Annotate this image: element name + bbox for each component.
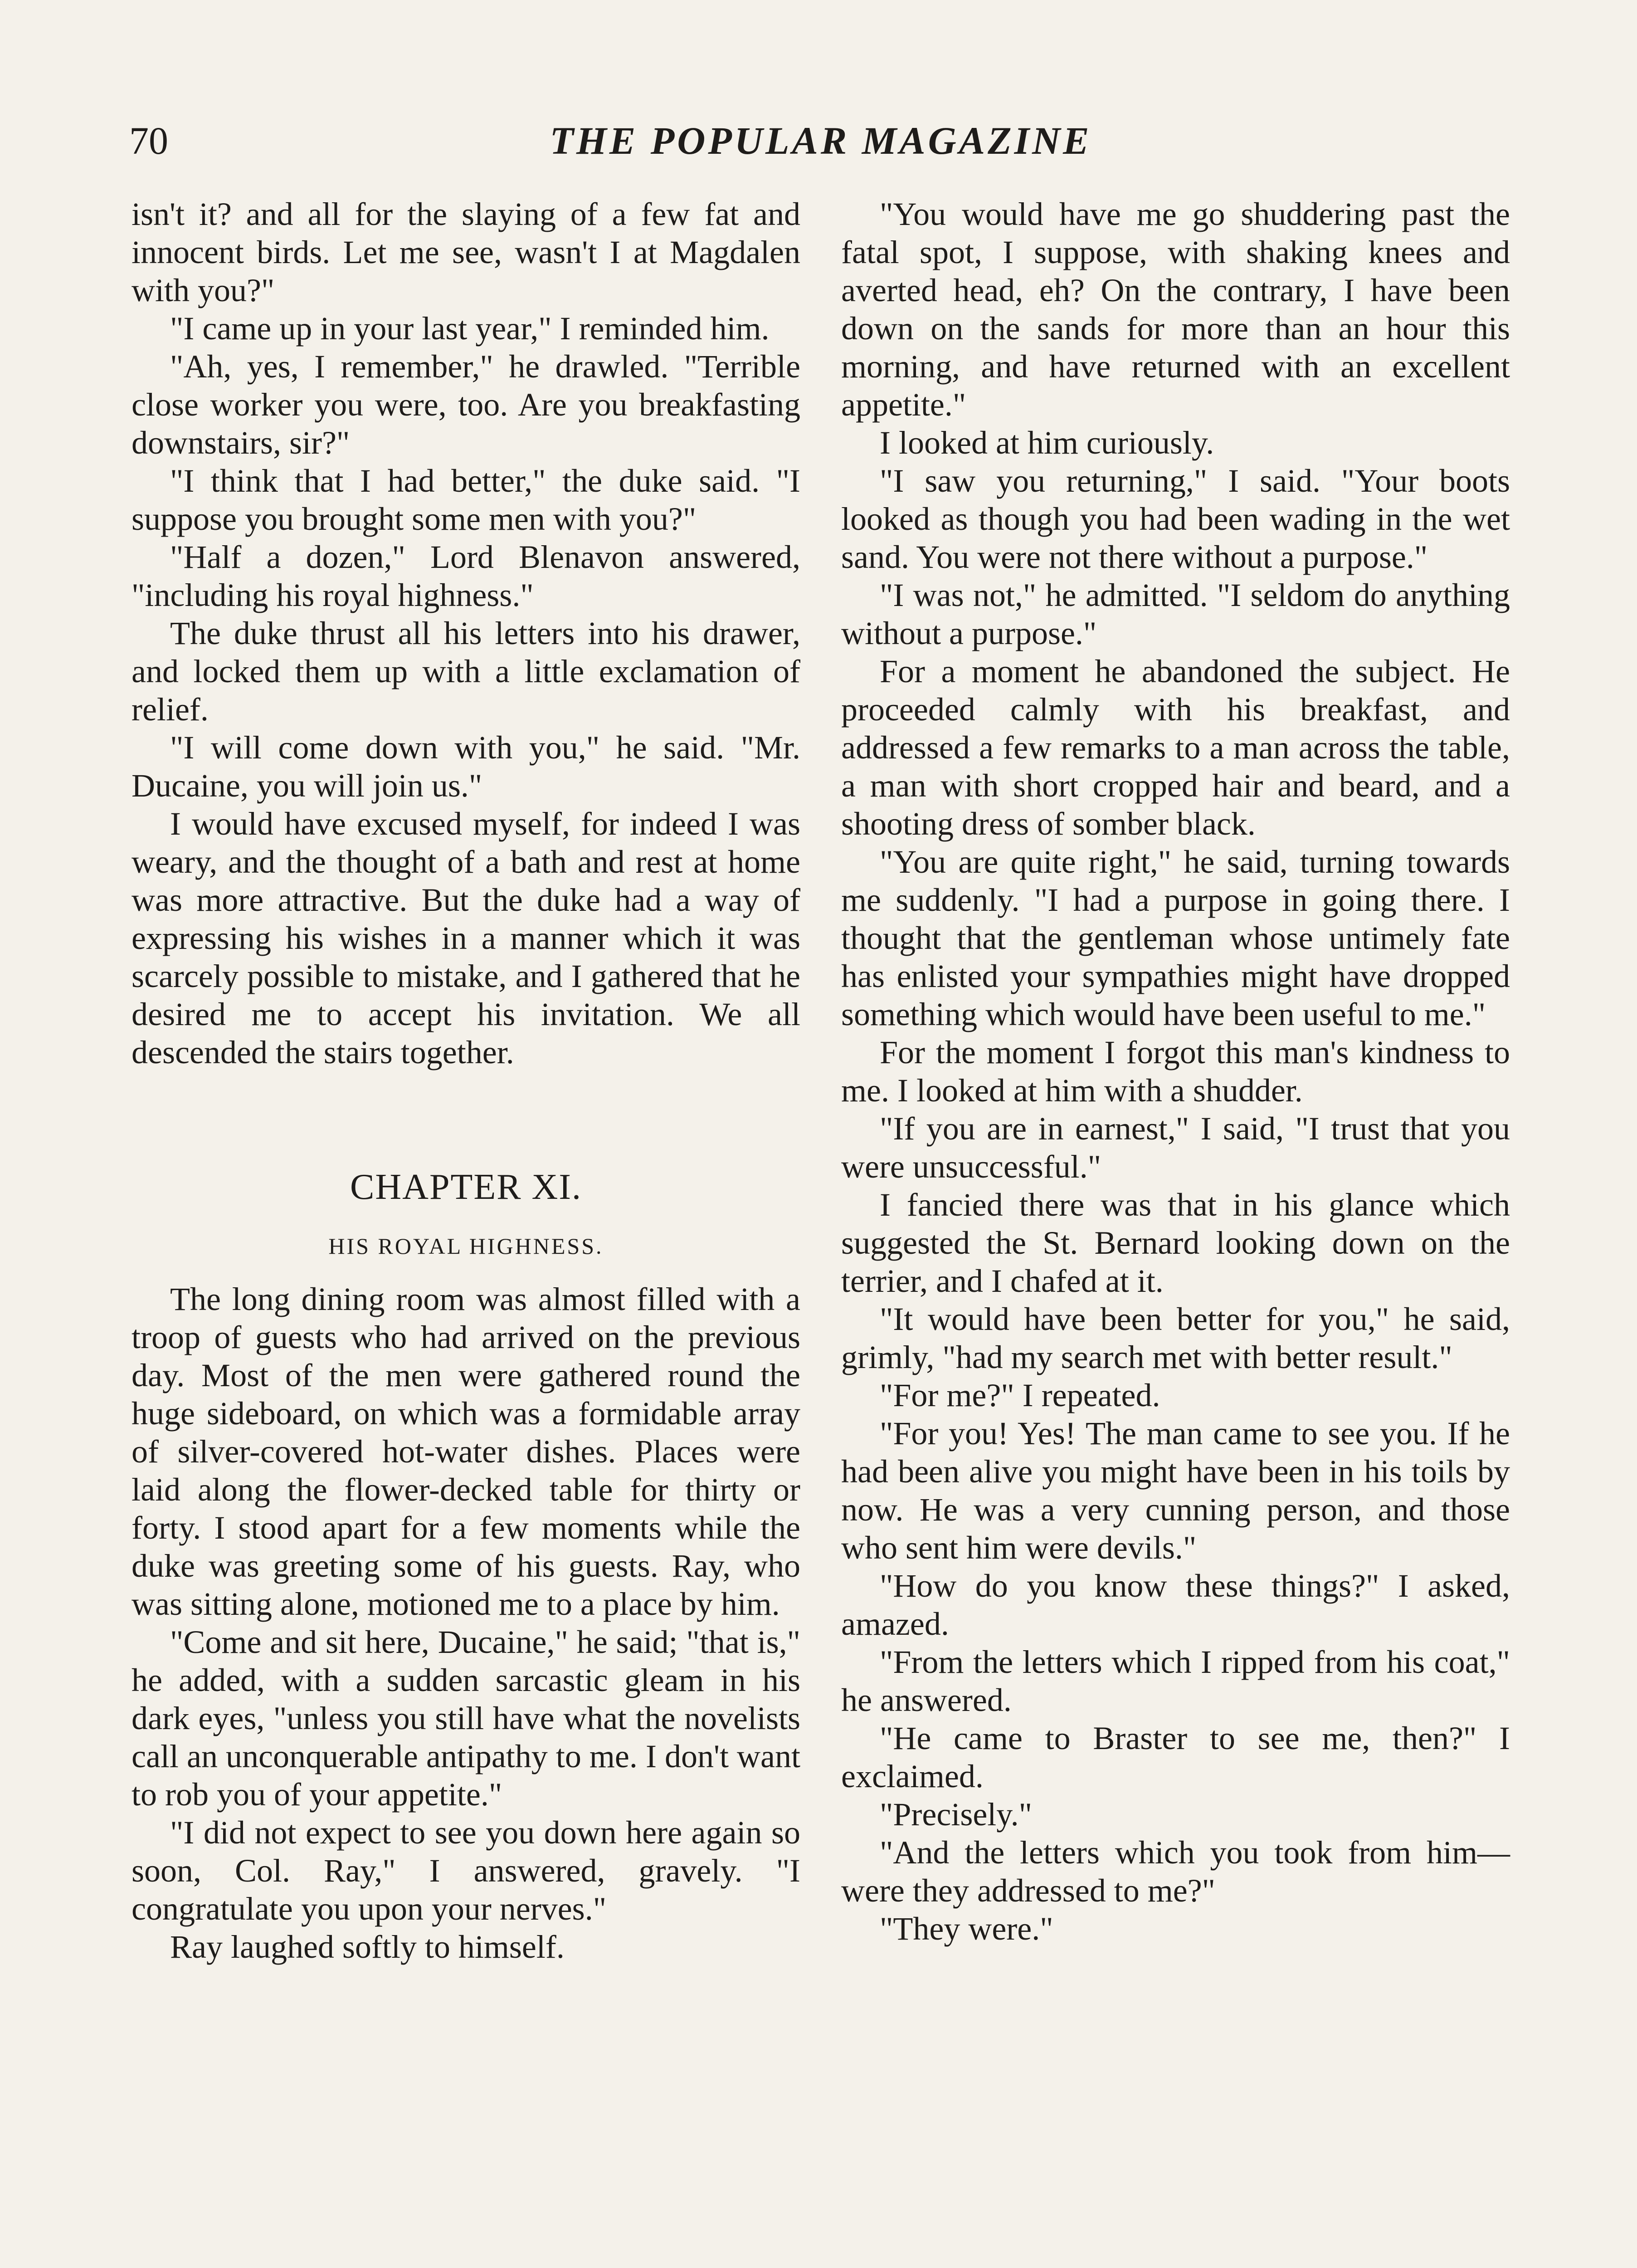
page-number: 70 bbox=[129, 119, 168, 162]
paragraph: "He came to Braster to see me, then?" I exclaimed. bbox=[841, 1720, 1510, 1794]
paragraph: The duke thrust all his letters into his drawer, and locked them up with a little exclamation of relief. bbox=[132, 615, 800, 728]
paragraph: For a moment he abandoned the subject. He proceeded calmly with his breakfast, and addressed a few remarks to a man across the table, a man with short cropped hair and beard, and a shooting dress of somber black. bbox=[841, 653, 1510, 842]
paragraph: "I did not expect to see you down here again so soon, Col. Ray," I answered, gravely. "I congratulate you upon your nerves." bbox=[132, 1814, 800, 1927]
paragraph: "From the letters which I ripped from his coat," he answered. bbox=[841, 1644, 1510, 1718]
right-column bbox=[841, 195, 1510, 1948]
paragraph: "It would have been better for you," he said, grimly, "had my search met with better result." bbox=[841, 1301, 1510, 1375]
chapter-subtitle: HIS ROYAL HIGHNESS. bbox=[328, 1233, 604, 1259]
paragraph: Ray laughed softly to himself. bbox=[170, 1929, 565, 1965]
paragraph: "I was not," he admitted. "I seldom do anything without a purpose." bbox=[841, 577, 1510, 651]
paragraph: "Half a dozen," Lord Blenavon answered, "including his royal highness." bbox=[132, 539, 800, 613]
left-column bbox=[132, 195, 800, 1966]
paragraph: "Precisely." bbox=[880, 1796, 1033, 1833]
paragraph: "For me?" I repeated. bbox=[880, 1377, 1160, 1413]
paragraph: "I think that I had better," the duke said. "I suppose you brought some men with you?" bbox=[132, 463, 800, 537]
paragraph: I fancied there was that in his glance which suggested the St. Bernard looking down on the terrier, and I chafed at it. bbox=[841, 1187, 1510, 1299]
paragraph: "You would have me go shuddering past the fatal spot, I suppose, with shaking knees and averted head, eh? On the contrary, I have been down on the sands for more than an hour this morning, and have returned with an excellent appetite." bbox=[841, 196, 1510, 423]
paragraph: "I will come down with you," he said. "Mr. Ducaine, you will join us." bbox=[132, 729, 800, 804]
paragraph: "Come and sit here, Ducaine," he said; "that is," he added, with a sudden sarcastic gleam in his dark eyes, "unless you still have what the novelists call an unconquerable antipathy to me. I don't want to rob you of your appetite." bbox=[132, 1624, 800, 1813]
paragraph: "You are quite right," he said, turning towards me suddenly. "I had a purpose in going there. I thought that the gentleman whose untimely fate has enlisted your sympathies might have dropped something which would have been useful to me." bbox=[841, 844, 1510, 1032]
paragraph: isn't it? and all for the slaying of a few fat and innocent birds. Let me see, wasn't I at Magdalen with you?" bbox=[132, 196, 800, 308]
paragraph: I looked at him curiously. bbox=[880, 425, 1214, 461]
paragraph: "I came up in your last year," I reminded him. bbox=[170, 310, 770, 347]
paragraph: For the moment I forgot this man's kindness to me. I looked at him with a shudder. bbox=[841, 1034, 1510, 1109]
paragraph: The long dining room was almost filled with a troop of guests who had arrived on the previous day. Most of the men were gathered round the huge sideboard, on which was a formidable array of silver-covered hot-water dishes. Places were laid along the flower-decked table for thirty or forty. I stood apart for a few moments while the duke was greeting some of his guests. Ray, who was sitting alone, motioned me to a place by him. bbox=[132, 1281, 800, 1622]
paragraph: "For you! Yes! The man came to see you. If he had been alive you might have been in his toils by now. He was a very cunning person, and those who sent him were devils." bbox=[841, 1415, 1510, 1566]
running-title: THE POPULAR MAGAZINE bbox=[550, 119, 1092, 162]
paragraph: "Ah, yes, I remember," he drawled. "Terrible close worker you were, too. Are you breakfasting downstairs, sir?" bbox=[132, 348, 800, 461]
paragraph: "They were." bbox=[880, 1911, 1053, 1947]
page-header bbox=[129, 116, 1512, 166]
paragraph: "And the letters which you took from him—were they addressed to me?" bbox=[841, 1834, 1510, 1909]
chapter-heading: CHAPTER XI. bbox=[350, 1167, 582, 1207]
paragraph: "How do you know these things?" I asked, amazed. bbox=[841, 1568, 1510, 1642]
paragraph: "I saw you returning," I said. "Your boots looked as though you had been wading in the wet sand. You were not there without a purpose." bbox=[841, 463, 1510, 575]
paragraph: "If you are in earnest," I said, "I trust that you were unsuccessful." bbox=[841, 1110, 1510, 1185]
paragraph: I would have excused myself, for indeed I was weary, and the thought of a bath and rest at home was more attractive. But the duke had a way of expressing his wishes in a manner which it was scarcely possible to mistake, and I gathered that he desired me to accept his invitation. We all descended the stairs together. bbox=[132, 806, 800, 1070]
